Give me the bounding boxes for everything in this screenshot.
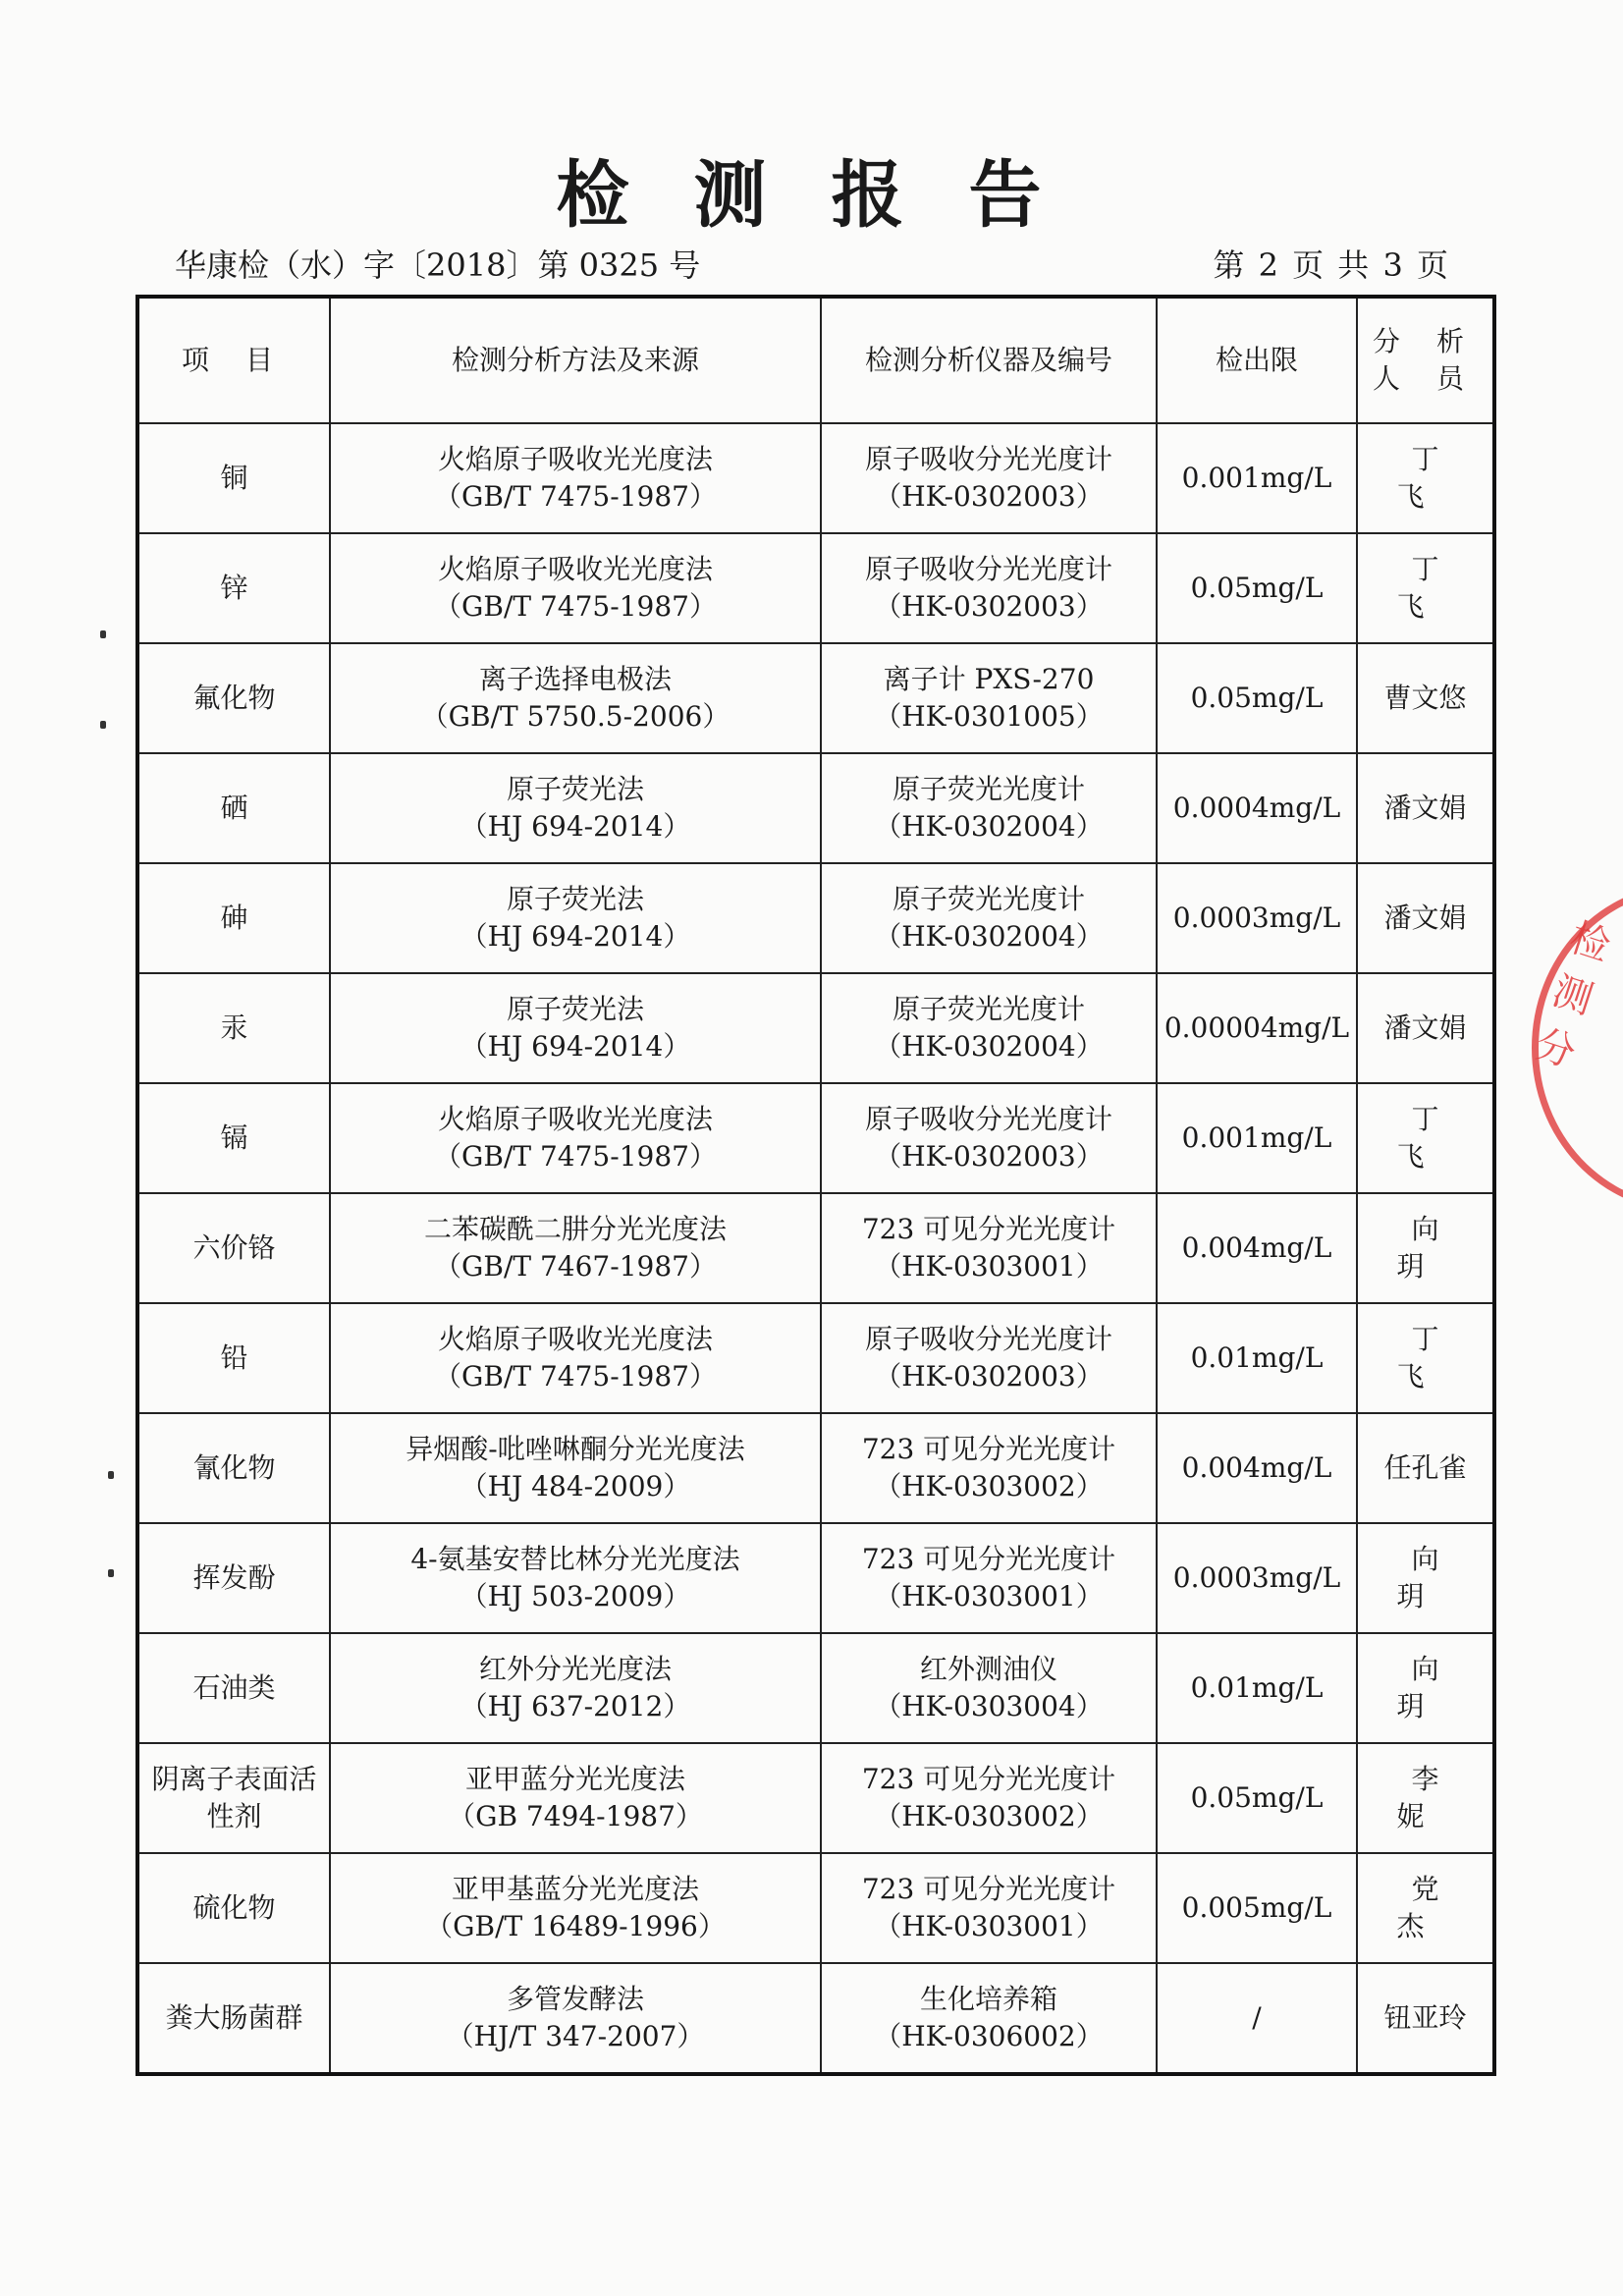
method-standard: （HJ 484-2009）	[460, 1470, 691, 1503]
margin-mark	[108, 1471, 114, 1479]
cell-method	[330, 1633, 821, 1743]
analyst-name: 李妮	[1396, 1763, 1469, 1832]
cell-limit: 0.01mg/L	[1157, 1633, 1357, 1743]
margin-mark	[108, 1569, 114, 1577]
instrument-number: （HK-0303001）	[874, 1250, 1104, 1283]
instrument-number: （HK-0302003）	[874, 590, 1104, 623]
method-standard: （HJ 503-2009）	[460, 1580, 691, 1613]
cell-item: 阴离子表面活性剂	[137, 1743, 330, 1853]
cell-instrument	[821, 1633, 1157, 1743]
cell-instrument	[821, 643, 1157, 753]
instrument-name: 原子吸收分光光度计	[864, 1323, 1112, 1355]
cell-instrument	[821, 863, 1157, 973]
instrument-number: （HK-0302004）	[874, 1030, 1104, 1063]
cell-method	[330, 423, 821, 533]
method-name: 二苯碳酰二肼分光光度法	[423, 1213, 727, 1245]
method-name: 火焰原子吸收光光度法	[437, 1323, 713, 1355]
cell-item: 硫化物	[137, 1853, 330, 1963]
cell-analyst	[1357, 863, 1494, 973]
instrument-number: （HK-0306002）	[874, 2020, 1104, 2052]
instrument-name: 原子吸收分光光度计	[864, 553, 1112, 585]
instrument-number: （HK-0301005）	[874, 700, 1104, 733]
method-standard: （HJ/T 347-2007）	[446, 2020, 705, 2052]
method-standard: （HJ 694-2014）	[460, 920, 691, 953]
instrument-number: （HK-0303001）	[874, 1580, 1104, 1613]
method-standard: （GB/T 16489-1996）	[425, 1910, 726, 1942]
analyst-name: 丁飞	[1396, 1103, 1469, 1173]
cell-limit: 0.05mg/L	[1157, 533, 1357, 643]
method-standard: （HJ 694-2014）	[460, 1030, 691, 1063]
method-name: 亚甲基蓝分光光度法	[451, 1873, 699, 1905]
method-standard: （GB/T 7475-1987）	[434, 480, 717, 513]
cell-limit: 0.004mg/L	[1157, 1413, 1357, 1523]
cell-instrument	[821, 1303, 1157, 1413]
cell-item: 氰化物	[137, 1413, 330, 1523]
analyst-name: 向玥	[1396, 1653, 1469, 1722]
instrument-number: （HK-0302004）	[874, 920, 1104, 953]
method-name: 亚甲蓝分光光度法	[464, 1763, 685, 1795]
cell-analyst	[1357, 1193, 1494, 1303]
cell-instrument	[821, 1853, 1157, 1963]
cell-item: 挥发酚	[137, 1523, 330, 1633]
table-row	[137, 1523, 1494, 1633]
method-name: 火焰原子吸收光光度法	[437, 553, 713, 585]
cell-item: 镉	[137, 1083, 330, 1193]
test-results-table	[135, 295, 1496, 2076]
cell-item: 氟化物	[137, 643, 330, 753]
cell-analyst	[1357, 1743, 1494, 1853]
cell-method	[330, 1303, 821, 1413]
cell-limit: 0.001mg/L	[1157, 1083, 1357, 1193]
table-row	[137, 533, 1494, 643]
method-name: 火焰原子吸收光光度法	[437, 1103, 713, 1135]
analyst-name: 钮亚玲	[1383, 2001, 1467, 2034]
cell-instrument	[821, 973, 1157, 1083]
instrument-name: 离子计 PXS-270	[883, 663, 1095, 695]
table-row	[137, 863, 1494, 973]
instrument-name: 原子荧光光度计	[892, 773, 1085, 805]
table-row	[137, 1083, 1494, 1193]
header-instrument: 检测分析仪器及编号	[821, 297, 1157, 423]
cell-limit: 0.001mg/L	[1157, 423, 1357, 533]
cell-method	[330, 1083, 821, 1193]
table-row	[137, 1853, 1494, 1963]
margin-mark	[100, 630, 106, 638]
cell-analyst	[1357, 1303, 1494, 1413]
instrument-number: （HK-0303002）	[874, 1470, 1104, 1503]
table-header-row	[137, 297, 1494, 423]
cell-method	[330, 1853, 821, 1963]
method-standard: （GB/T 7475-1987）	[434, 1360, 717, 1393]
cell-instrument	[821, 1963, 1157, 2074]
report-title: 检测报告	[556, 153, 1107, 238]
instrument-name: 原子荧光光度计	[892, 993, 1085, 1025]
margin-mark	[100, 721, 106, 729]
page-info: 第 2 页 共 3 页	[1213, 246, 1450, 284]
cell-limit: 0.05mg/L	[1157, 643, 1357, 753]
cell-limit: 0.00004mg/L	[1157, 973, 1357, 1083]
cell-instrument	[821, 423, 1157, 533]
table-row	[137, 1413, 1494, 1523]
header-limit: 检出限	[1157, 297, 1357, 423]
analyst-name: 丁飞	[1396, 1323, 1469, 1393]
analyst-name: 任孔雀	[1383, 1451, 1467, 1484]
table-row	[137, 1193, 1494, 1303]
cell-analyst	[1357, 1083, 1494, 1193]
analyst-name: 向玥	[1396, 1543, 1469, 1613]
analyst-name: 向玥	[1396, 1213, 1469, 1283]
instrument-name: 原子荧光光度计	[892, 883, 1085, 915]
method-name: 多管发酵法	[506, 1983, 644, 2015]
cell-limit: 0.0004mg/L	[1157, 753, 1357, 863]
cell-analyst	[1357, 1963, 1494, 2074]
method-standard: （GB/T 7467-1987）	[434, 1250, 717, 1283]
cell-instrument	[821, 753, 1157, 863]
cell-instrument	[821, 1523, 1157, 1633]
method-name: 原子荧光法	[506, 993, 644, 1025]
cell-instrument	[821, 1083, 1157, 1193]
cell-analyst	[1357, 643, 1494, 753]
table-row	[137, 1633, 1494, 1743]
cell-item: 砷	[137, 863, 330, 973]
cell-method	[330, 1413, 821, 1523]
cell-limit: 0.05mg/L	[1157, 1743, 1357, 1853]
instrument-number: （HK-0302003）	[874, 1140, 1104, 1173]
document-number: 华康检（水）字〔2018〕第 0325 号	[175, 246, 701, 284]
instrument-number: （HK-0303002）	[874, 1800, 1104, 1832]
cell-instrument	[821, 533, 1157, 643]
header-method: 检测分析方法及来源	[330, 297, 821, 423]
instrument-name: 723 可见分光光度计	[861, 1873, 1116, 1905]
table-row	[137, 973, 1494, 1083]
cell-method	[330, 1963, 821, 2074]
cell-method	[330, 533, 821, 643]
cell-limit: 0.01mg/L	[1157, 1303, 1357, 1413]
method-name: 火焰原子吸收光光度法	[437, 443, 713, 475]
cell-analyst	[1357, 973, 1494, 1083]
analyst-name: 丁飞	[1396, 443, 1469, 513]
cell-limit: 0.004mg/L	[1157, 1193, 1357, 1303]
analyst-name: 潘文娟	[1383, 792, 1467, 824]
table-row	[137, 643, 1494, 753]
table-row	[137, 1743, 1494, 1853]
method-name: 红外分光光度法	[478, 1653, 672, 1685]
method-name: 4-氨基安替比林分光光度法	[410, 1543, 740, 1575]
instrument-name: 723 可见分光光度计	[861, 1433, 1116, 1465]
instrument-name: 723 可见分光光度计	[861, 1763, 1116, 1795]
method-standard: （HJ 637-2012）	[460, 1690, 691, 1722]
cell-analyst	[1357, 533, 1494, 643]
table-row	[137, 753, 1494, 863]
cell-method	[330, 973, 821, 1083]
method-standard: （GB 7494-1987）	[448, 1800, 703, 1832]
cell-item: 硒	[137, 753, 330, 863]
cell-method	[330, 863, 821, 973]
cell-item: 汞	[137, 973, 330, 1083]
cell-analyst	[1357, 423, 1494, 533]
cell-analyst	[1357, 1633, 1494, 1743]
instrument-number: （HK-0302003）	[874, 1360, 1104, 1393]
method-standard: （GB/T 5750.5-2006）	[420, 700, 730, 733]
instrument-name: 生化培养箱	[919, 1983, 1057, 2015]
cell-instrument	[821, 1413, 1157, 1523]
cell-method	[330, 1193, 821, 1303]
table-row	[137, 423, 1494, 533]
cell-limit: /	[1157, 1963, 1357, 2074]
instrument-number: （HK-0302003）	[874, 480, 1104, 513]
instrument-name: 原子吸收分光光度计	[864, 443, 1112, 475]
cell-item: 锌	[137, 533, 330, 643]
method-name: 原子荧光法	[506, 773, 644, 805]
method-name: 离子选择电极法	[478, 663, 672, 695]
method-name: 原子荧光法	[506, 883, 644, 915]
instrument-number: （HK-0303001）	[874, 1910, 1104, 1942]
cell-limit: 0.0003mg/L	[1157, 863, 1357, 973]
header-analyst: 分 析 人 员	[1357, 297, 1494, 423]
analyst-name: 潘文娟	[1383, 902, 1467, 934]
cell-item: 粪大肠菌群	[137, 1963, 330, 2074]
analyst-name: 曹文悠	[1383, 682, 1467, 714]
instrument-name: 原子吸收分光光度计	[864, 1103, 1112, 1135]
header-item: 项 目	[137, 297, 330, 423]
method-standard: （HJ 694-2014）	[460, 810, 691, 843]
cell-instrument	[821, 1743, 1157, 1853]
cell-item: 石油类	[137, 1633, 330, 1743]
cell-method	[330, 753, 821, 863]
cell-method	[330, 643, 821, 753]
red-seal-stamp-text: 检测分	[1529, 914, 1616, 1077]
table-row	[137, 1963, 1494, 2074]
cell-limit: 0.005mg/L	[1157, 1853, 1357, 1963]
cell-item: 铅	[137, 1303, 330, 1413]
cell-instrument	[821, 1193, 1157, 1303]
cell-item: 铜	[137, 423, 330, 533]
method-standard: （GB/T 7475-1987）	[434, 590, 717, 623]
cell-method	[330, 1523, 821, 1633]
instrument-number: （HK-0302004）	[874, 810, 1104, 843]
instrument-number: （HK-0303004）	[874, 1690, 1104, 1722]
cell-analyst	[1357, 753, 1494, 863]
cell-method	[330, 1743, 821, 1853]
instrument-name: 723 可见分光光度计	[861, 1213, 1116, 1245]
cell-analyst	[1357, 1523, 1494, 1633]
cell-item: 六价铬	[137, 1193, 330, 1303]
cell-limit: 0.0003mg/L	[1157, 1523, 1357, 1633]
cell-analyst	[1357, 1413, 1494, 1523]
analyst-name: 党杰	[1396, 1873, 1469, 1942]
cell-analyst	[1357, 1853, 1494, 1963]
table-row	[137, 1303, 1494, 1413]
instrument-name: 红外测油仪	[919, 1653, 1057, 1685]
analyst-name: 丁飞	[1396, 553, 1469, 623]
instrument-name: 723 可见分光光度计	[861, 1543, 1116, 1575]
method-standard: （GB/T 7475-1987）	[434, 1140, 717, 1173]
analyst-name: 潘文娟	[1383, 1011, 1467, 1044]
method-name: 异烟酸-吡唑啉酮分光光度法	[406, 1433, 745, 1465]
